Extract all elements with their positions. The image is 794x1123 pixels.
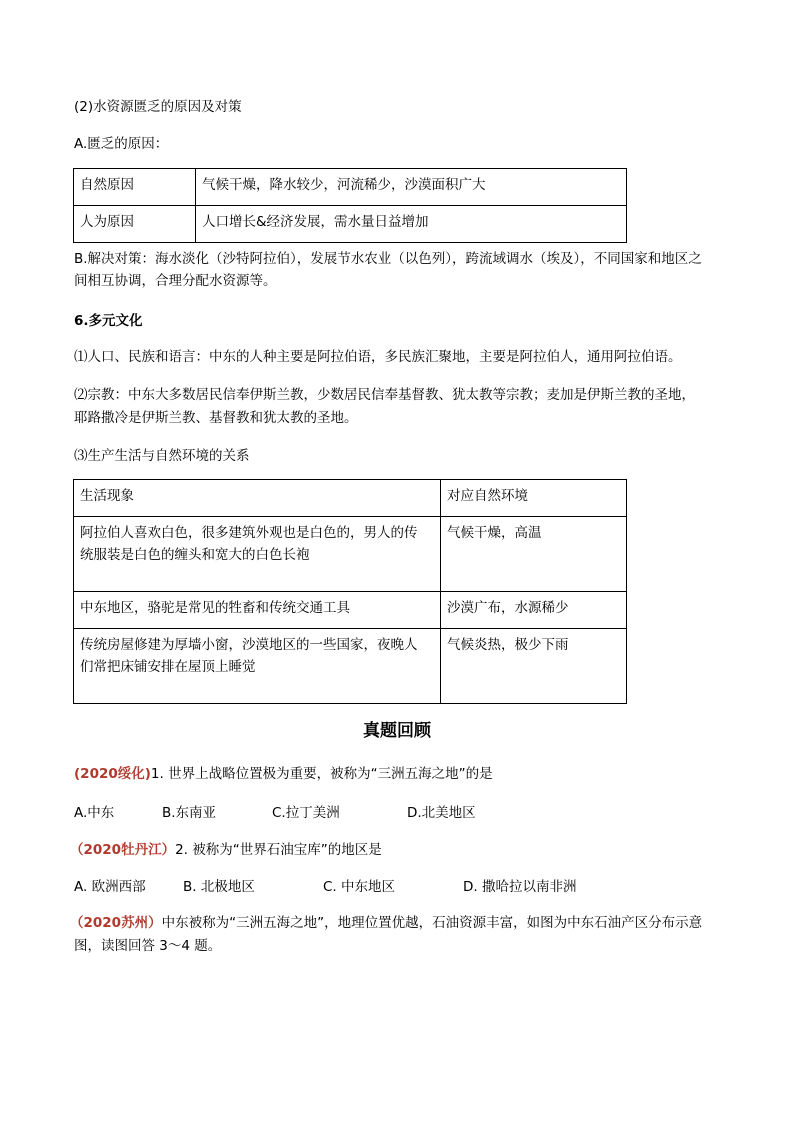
reasons-label: A.匮乏的原因： bbox=[74, 136, 169, 152]
table-row bbox=[74, 592, 627, 629]
question-1 bbox=[74, 764, 493, 784]
phenomenon-cell bbox=[74, 629, 441, 704]
q1-option-c: C.拉丁美洲 bbox=[272, 805, 340, 821]
culture-paragraph-2-line-1: ⑵宗教：中东大多数居民信奉伊斯兰教，少数居民信奉基督教、犹太教等宗教；麦加是伊斯兰教的圣地， bbox=[74, 387, 695, 403]
table-row bbox=[74, 517, 627, 592]
column-header-environment: 对应自然环境 bbox=[441, 480, 627, 517]
question-text: 2. 被称为“世界石油宝库”的地区是 bbox=[175, 842, 382, 858]
q1-option-d: D.北美地区 bbox=[407, 805, 476, 821]
reason-detail-cell: 人口增长&经济发展，需水量日益增加 bbox=[196, 206, 627, 243]
table-header-row bbox=[74, 480, 627, 517]
question-2 bbox=[70, 840, 382, 860]
column-header-phenomenon: 生活现象 bbox=[74, 480, 441, 517]
phenomenon-line: 传统房屋修建为厚墙小窗，沙漠地区的一些国家，夜晚人 bbox=[80, 637, 418, 653]
question-3-line-2: 图，读图回答 3～4 题。 bbox=[74, 938, 222, 954]
phenomenon-line: 阿拉伯人喜欢白色，很多建筑外观也是白色的，男人的传 bbox=[80, 525, 418, 541]
phenomenon-line: 统服装是白色的缠头和宽大的白色长袍 bbox=[80, 547, 310, 563]
table-row bbox=[74, 169, 627, 206]
table-row bbox=[74, 629, 627, 704]
water-heading: (2)水资源匮乏的原因及对策 bbox=[74, 99, 242, 115]
table-row bbox=[74, 206, 627, 243]
q1-option-b: B.东南亚 bbox=[162, 805, 217, 821]
environment-cell: 沙漠广布，水源稀少 bbox=[441, 592, 627, 629]
q2-option-b: B. 北极地区 bbox=[183, 879, 255, 895]
q2-option-a: A. 欧洲西部 bbox=[74, 879, 146, 895]
question-text: 中东被称为“三洲五海之地”，地理位置优越，石油资源丰富，如图为中东石油产区分布示意 bbox=[161, 915, 703, 931]
question-text: 1. 世界上战略位置极为重要，被称为“三洲五海之地”的是 bbox=[150, 766, 493, 782]
reason-type-cell: 人为原因 bbox=[74, 206, 196, 243]
culture-heading: 6.多元文化 bbox=[74, 313, 143, 329]
question-3 bbox=[70, 913, 702, 933]
solutions-line-1: B.解决对策：海水淡化（沙特阿拉伯），发展节水农业（以色列），跨流域调水（埃及），不同国家和地区之 bbox=[74, 251, 702, 267]
q2-option-d: D. 撒哈拉以南非洲 bbox=[463, 879, 577, 895]
q1-option-a: A.中东 bbox=[74, 805, 115, 821]
solutions-line-2: 间相互协调，合理分配水资源等。 bbox=[74, 273, 277, 289]
question-source: （2020牡丹江） bbox=[70, 842, 176, 858]
culture-paragraph-1: ⑴人口、民族和语言：中东的人种主要是阿拉伯语，多民族汇聚地，主要是阿拉伯人，通用阿拉伯语。 bbox=[74, 349, 682, 365]
life-environment-table bbox=[73, 479, 627, 704]
phenomenon-line: 们常把床铺安排在屋顶上睡觉 bbox=[80, 659, 256, 675]
phenomenon-cell: 中东地区，骆驼是常见的牲畜和传统交通工具 bbox=[74, 592, 441, 629]
review-title: 真题回顾 bbox=[363, 721, 431, 741]
culture-paragraph-3: ⑶生产生活与自然环境的关系 bbox=[74, 448, 250, 464]
reason-type-cell: 自然原因 bbox=[74, 169, 196, 206]
culture-paragraph-2-line-2: 耶路撒冷是伊斯兰教、基督教和犹太教的圣地。 bbox=[74, 410, 358, 426]
reason-detail-cell: 气候干燥，降水较少，河流稀少，沙漠面积广大 bbox=[196, 169, 627, 206]
q2-option-c: C. 中东地区 bbox=[323, 879, 396, 895]
environment-cell: 气候干燥，高温 bbox=[441, 517, 627, 592]
phenomenon-cell bbox=[74, 517, 441, 592]
question-source: (2020绥化) bbox=[74, 766, 151, 782]
question-source: （2020苏州） bbox=[70, 915, 162, 931]
environment-cell: 气候炎热，极少下雨 bbox=[441, 629, 627, 704]
reasons-table bbox=[73, 168, 627, 243]
